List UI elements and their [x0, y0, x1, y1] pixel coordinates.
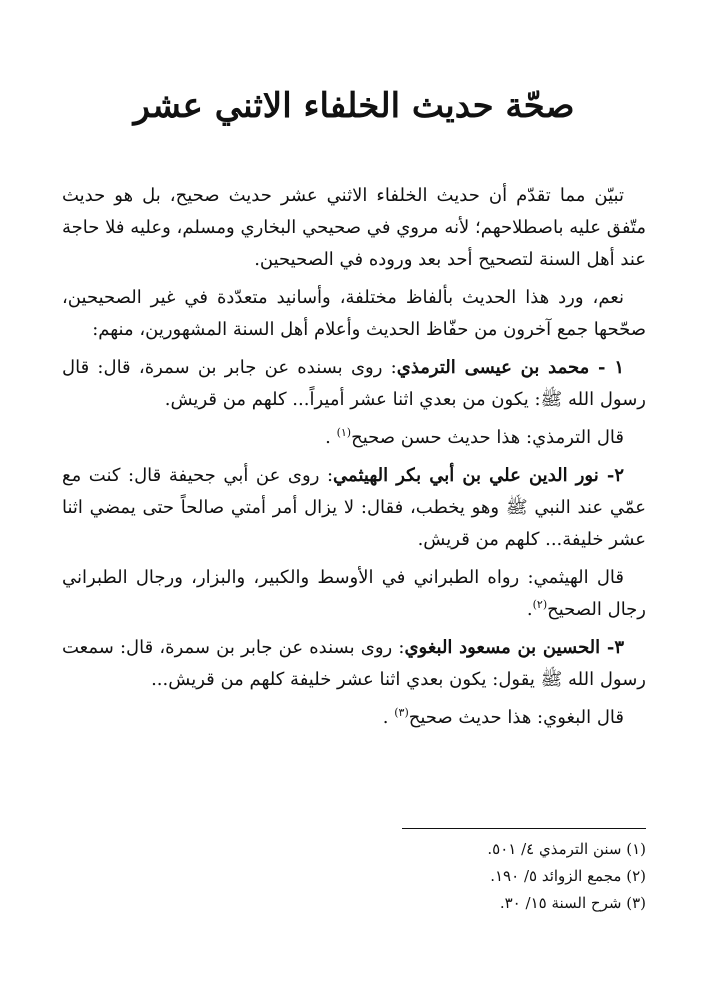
item-haythami: [62, 460, 646, 556]
footnote-ref-1: (١): [336, 426, 352, 439]
comment-tirmidhi: [62, 422, 646, 454]
footnotes: [62, 836, 646, 917]
narration-text-tirmidhi: : روى بسنده عن جابر بن سمرة، قال: قال رسول الله ﷺ: يكون من بعدي اثنا عشر أميراً... كلهم من قريش.: [62, 357, 646, 410]
paragraph-other-sources: نعم، ورد هذا الحديث بألفاظ مختلفة، وأسانيد متعدّدة في غير الصحيحين، صحّحها جمع آخرون من حفّاظ الحديث وأعلام أهل السنة المشهورين، منهم:: [62, 287, 646, 340]
footnote-1: (١) سنن الترمذي ٤/ ٥٠١.: [487, 840, 646, 858]
footnote-ref-2: (٢): [532, 598, 548, 611]
footnote-2: (٢) مجمع الزوائد ٥/ ١٩٠.: [490, 867, 646, 885]
narrator-name-tirmidhi: ١ - محمد بن عيسى الترمذي: [396, 357, 624, 378]
footnote-divider: [402, 828, 646, 829]
paragraph-intro: تبيّن مما تقدّم أن حديث الخلفاء الاثني عشر حديث صحيح، بل هو حديث متّفق عليه باصطلاحهم؛ لأنه مروي في صحيحي البخاري ومسلم، وعليه فلا حاجة عند أهل السنة لتصحيح أحد بعد وروده في الصحيحين.: [62, 185, 646, 270]
main-text: [62, 180, 646, 740]
period: .: [325, 427, 331, 448]
page-title: صحّة حديث الخلفاء الاثني عشر: [133, 86, 575, 126]
narrator-name-haythami: ٢- نور الدين علي بن أبي بكر الهيثمي: [333, 465, 624, 486]
comment-text: قال البغوي: هذا حديث صحيح: [408, 707, 624, 728]
narrator-name-baghawi: ٣- الحسين بن مسعود البغوي: [404, 637, 624, 658]
footnote-ref-3: (٣): [394, 706, 409, 719]
comment-haythami: [62, 562, 646, 626]
narration-text-haythami: : روى عن أبي جحيفة قال: كنت مع عمّي عند النبي ﷺ وهو يخطب، فقال: لا يزال أمر أمتي صالحاً حتى يمضي اثنا عشر خليفة... كلهم من قريش.: [62, 465, 646, 550]
item-baghawi: [62, 632, 646, 696]
comment-text: قال الترمذي: هذا حديث حسن صحيح: [351, 427, 624, 448]
period: .: [382, 707, 389, 728]
narration-text-baghawi: : روى بسنده عن جابر بن سمرة، قال: سمعت رسول الله ﷺ يقول: يكون بعدي اثنا عشر خليفة كلهم من قريش...: [62, 637, 646, 690]
comment-text: قال الهيثمي: رواه الطبراني في الأوسط والكبير، والبزار، ورجال الطبراني رجال الصحيح: [62, 567, 646, 620]
footnote-3: (٣) شرح السنة ١٥/ ٣٠.: [499, 894, 646, 912]
period: .: [526, 599, 533, 620]
comment-baghawi: [62, 702, 646, 734]
item-tirmidhi: [62, 352, 646, 416]
